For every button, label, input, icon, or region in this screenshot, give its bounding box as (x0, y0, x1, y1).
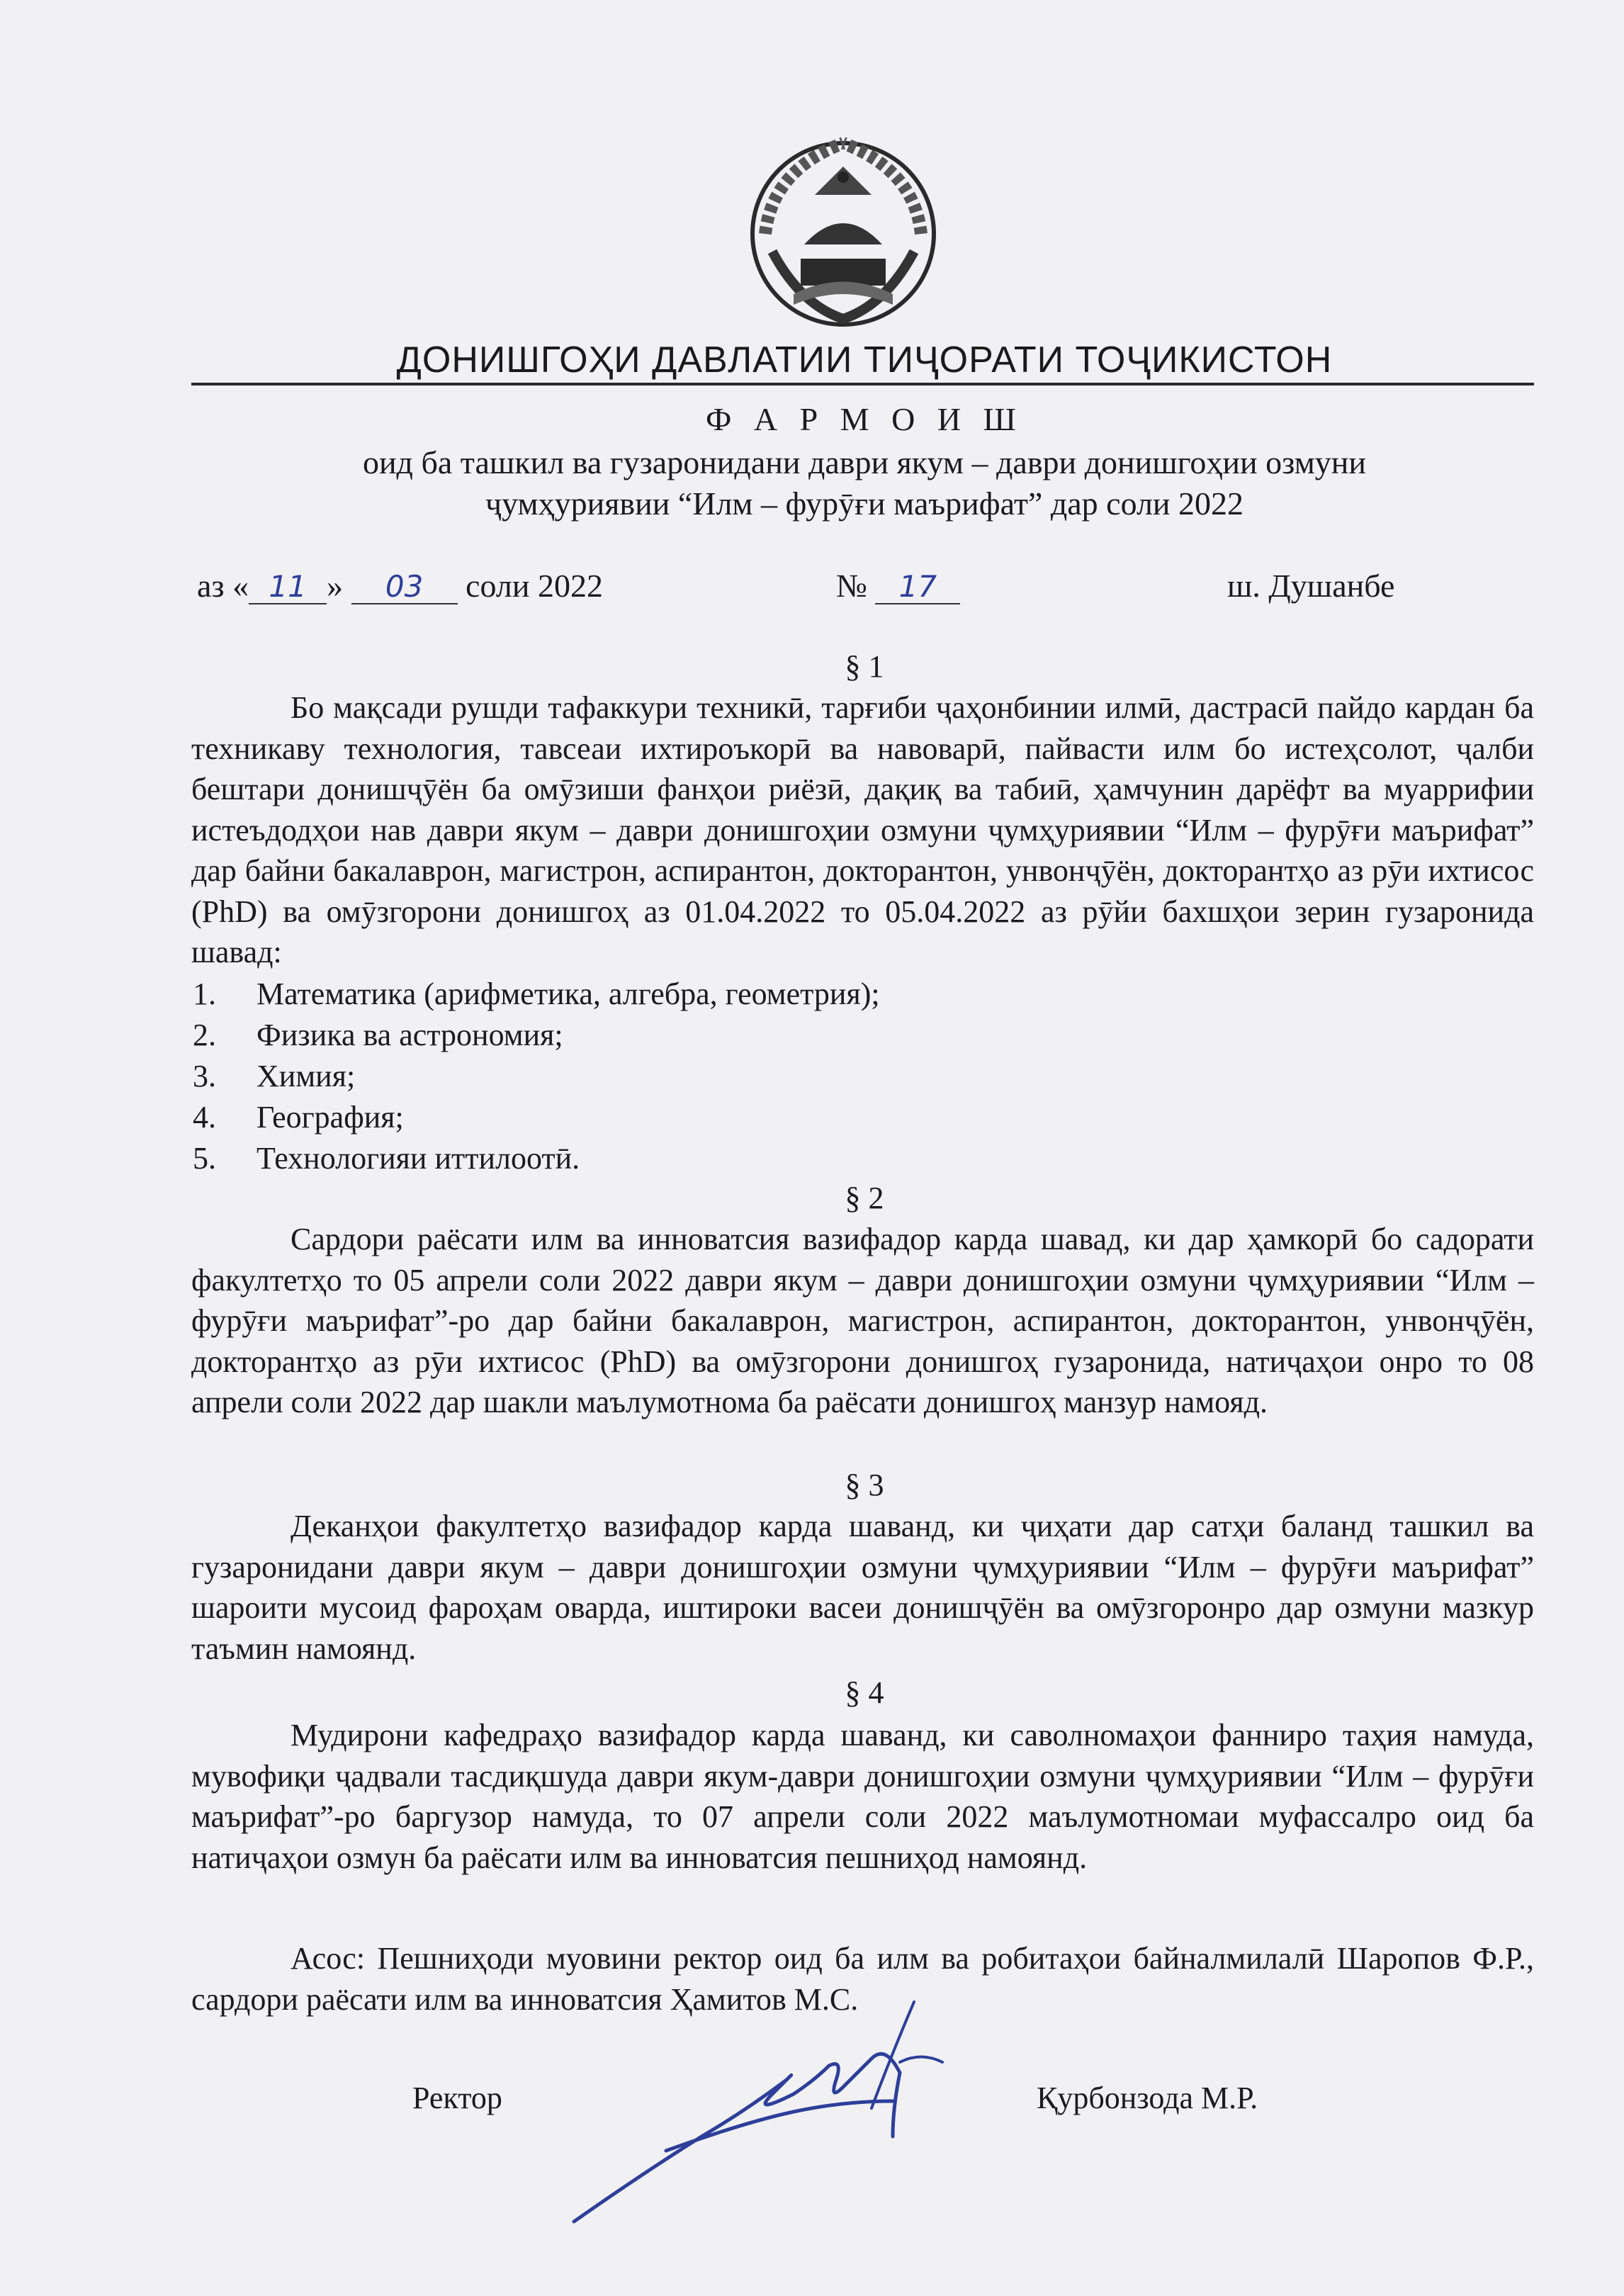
state-emblem-icon (744, 128, 942, 340)
date-field (197, 567, 603, 604)
list-item-text: Технологияи иттилоотӣ. (256, 1141, 580, 1176)
subtitle-line-2: ҷумҳуриявии “Илм – фурӯғи маърифат” дар соли 2022 (485, 485, 1244, 522)
header-rule (191, 383, 1534, 386)
handwritten-signature (560, 1995, 957, 2229)
list-item-text: География; (256, 1100, 404, 1135)
list-item (191, 1015, 1042, 1056)
list-item (191, 1097, 1042, 1138)
date-prefix: аз « (197, 568, 249, 604)
list-item-number: 2. (193, 1018, 216, 1052)
list-item-number: 5. (193, 1141, 216, 1176)
signer-name: Қурбонзода М.Р. (1037, 2081, 1258, 2115)
date-year: соли 2022 (466, 568, 603, 604)
number-prefix: № (836, 568, 867, 604)
section-3-heading: § 3 (845, 1468, 884, 1502)
list-item (191, 1138, 1042, 1179)
section-4-text: Мудирони кафедраҳо вазифадор карда шаванд, ки саволномаҳои фанниро таҳия намуда, мувофиқи ҷадвали тасдиқшуда даври якум-даври донишгоҳии озмуни ҷумҳуриявии “Илм – фурӯғи маърифат”-ро баргузор намуда, то 07 апрели соли 2022 маълумотномаи муфассалро оид ба натиҷаҳои озмун ба раёсати илм ва инноватсия пешниҳод намоянд. (191, 1718, 1534, 1875)
section-3-text: Деканҳои факултетҳо вазифадор карда шаванд, ки ҷиҳати дар сатҳи баланд ташкил ва гузаронидани даври якум – даври донишгоҳии озмуни ҷумҳуриявии “Илм – фурӯғи маърифат” шароити мусоид фароҳам оварда, иштироки васеи донишҷӯён ва омӯзгоронро дар озмуни мазкур таъмин намоянд. (191, 1509, 1534, 1666)
order-number: 17 (875, 570, 960, 604)
section-1-list (191, 974, 1042, 1179)
basis-text: Асос: Пешниҳоди муовини ректор оид ба илм ва робитаҳои байналмилалӣ Шаропов Ф.Р., сардори раёсати илм ва инноватсия Ҳамитов М.С. (191, 1941, 1534, 2017)
order-number-field (836, 567, 960, 604)
section-1-heading: § 1 (845, 649, 884, 684)
organization-name: ДОНИШГОҲИ ДАВЛАТИИ ТИҶОРАТИ ТОҶИКИСТОН (396, 339, 1333, 381)
section-2-heading: § 2 (845, 1181, 884, 1215)
document-subtitle (191, 442, 1538, 524)
list-item-number: 3. (193, 1059, 216, 1093)
section-1-text: Бо мақсади рушди тафаккури техникӣ, тарғиби ҷаҳонбинии илмӣ, дастрасӣ пайдо кардан ба техникаву технология, тавсеаи ихтироъкорӣ ва навоварӣ, пайвасти илм бо истеҳсолот, ҷалби бештари донишҷӯён ба омӯзиши фанҳои риёзӣ, дақиқ ва табиӣ, ҳамчунин дарёфт ва муаррифии истеъдодҳои нав даври якум – даври донишгоҳии озмуни ҷумҳуриявии “Илм – фурӯғи маърифат” дар байни бакалаврон, магистрон, аспирантон, докторантон, унвонҷӯён, докторантҳо аз рӯи ихтисос (PhD) ва омӯзгорони донишгоҳ аз 01.04.2022 то 05.04.2022 аз рӯйи бахшҳои зерин гузаронида шавад: (191, 690, 1534, 969)
date-day: 11 (249, 570, 327, 604)
date-mid: » (327, 568, 344, 604)
list-item (191, 1056, 1042, 1097)
list-item-text: Математика (арифметика, алгебра, геометрия); (256, 977, 880, 1011)
list-item-number: 4. (193, 1100, 216, 1135)
list-item-text: Физика ва астрономия; (256, 1018, 563, 1052)
list-item (191, 974, 1042, 1015)
section-2-text: Сардори раёсати илм ва инноватсия вазифадор карда шавад, ки дар ҳамкорӣ бо садорати факултетҳо то 05 апрели соли 2022 даври якум – даври донишгоҳии озмуни ҷумҳуриявии “Илм – фурӯғи маърифат”-ро дар байни бакалаврон, магистрон, аспирантон, докторантон, унвонҷӯён, докторантҳо аз рӯи ихтисос (PhD) ва омӯзгорони донишгоҳ гузаронида, натиҷаҳои онро то 08 апрели соли 2022 дар шакли маълумотнома ба раёсати донишгоҳ манзур намояд. (191, 1222, 1534, 1419)
city: ш. Душанбе (1227, 568, 1395, 604)
list-item-number: 1. (193, 977, 216, 1011)
date-month: 03 (351, 570, 458, 604)
list-item-text: Химия; (256, 1059, 356, 1093)
subtitle-line-1: оид ба ташкил ва гузаронидани даври якум – даври донишгоҳии озмуни (362, 444, 1367, 480)
signer-position: Ректор (412, 2081, 502, 2115)
document-title: Ф А Р М О И Ш (706, 401, 1023, 437)
section-4-heading: § 4 (845, 1675, 884, 1710)
